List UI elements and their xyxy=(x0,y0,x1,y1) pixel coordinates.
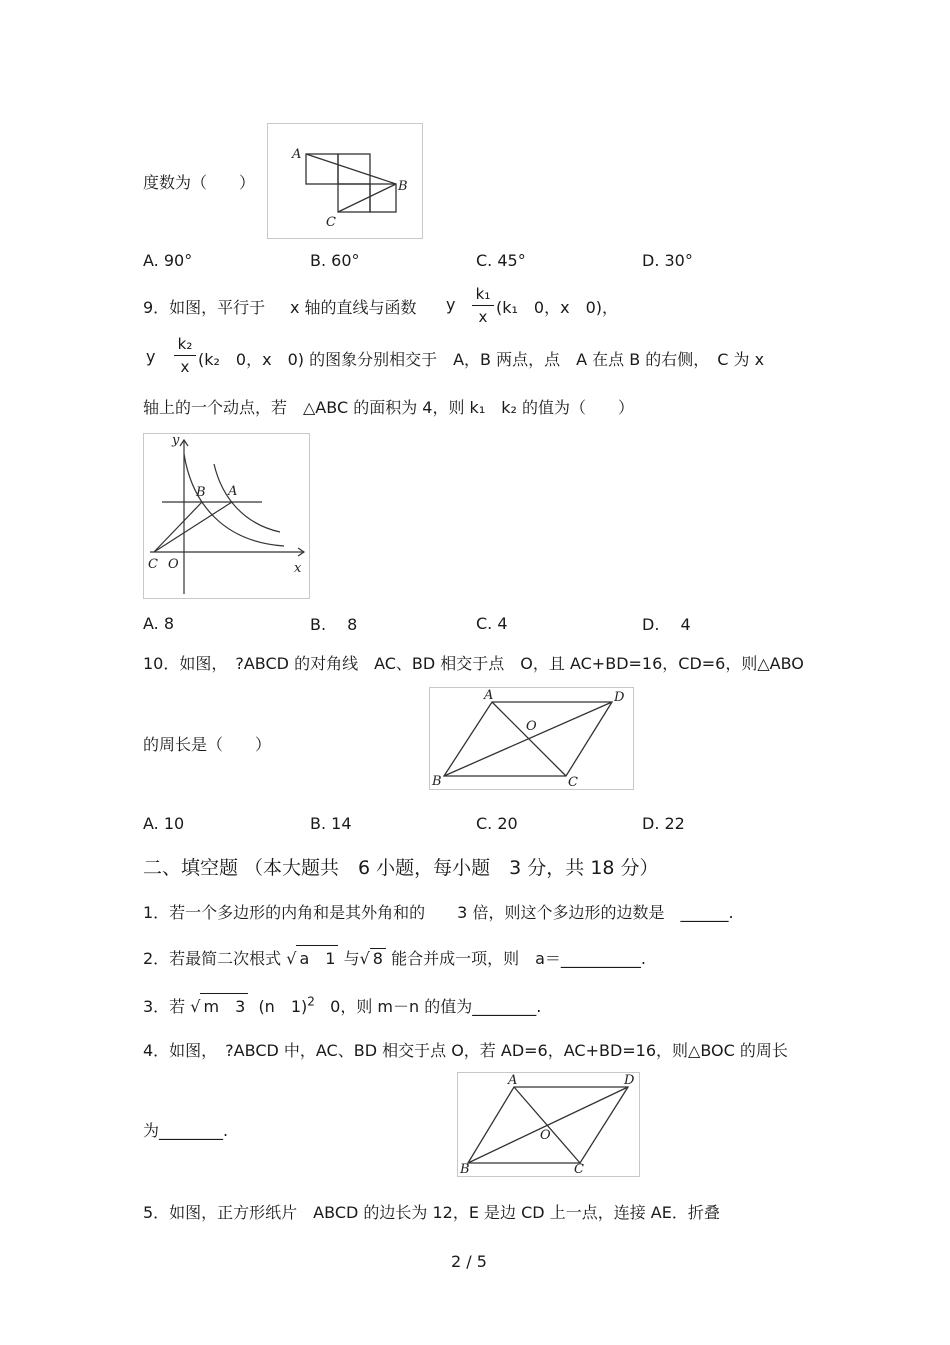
q10-label-b: B xyxy=(432,774,442,789)
q9-line1-prefix: 9．如图，平行于 xyxy=(143,298,266,317)
fill-q3-radicand: m 3 xyxy=(200,993,248,1017)
q9-line1-y: y xyxy=(446,295,456,314)
fill-q3-mid: (n 1) xyxy=(258,997,308,1016)
q8-label-b: B xyxy=(398,179,408,194)
q9-line1-tail: (k₁ 0，x 0)， xyxy=(496,298,618,317)
q9-figure xyxy=(143,433,310,599)
q10-option-b: B. 14 xyxy=(310,814,352,833)
q9-fraction-2 xyxy=(174,335,196,376)
fill-q4-figure xyxy=(457,1072,640,1177)
q8-option-b: B. 60° xyxy=(310,251,360,270)
q10-line2: 的周长是（ ） xyxy=(143,735,272,754)
q10-label-a: A xyxy=(484,688,494,703)
fill-q2-mid: 与 xyxy=(343,949,360,968)
q8-option-c: C. 45° xyxy=(476,251,526,270)
q10-option-a: A. 10 xyxy=(143,814,185,833)
q9-frac1-bar xyxy=(472,305,494,306)
fill-q4-label-a: A xyxy=(508,1073,518,1088)
fill-q3-tail: 0，则 m－n 的值为________. xyxy=(330,997,542,1016)
q9-label-b: B xyxy=(196,485,206,500)
fill-q4-label-b: B xyxy=(460,1162,470,1176)
q9-option-d: D. 4 xyxy=(642,615,691,634)
q9-label-c: C xyxy=(148,557,158,572)
fill-q3-prefix: 3．若 xyxy=(143,997,186,1016)
q8-stem-tail: 度数为（ ） xyxy=(143,173,256,192)
fill-q4-line2: 为________. xyxy=(143,1121,229,1140)
q10-line1: 10．如图， ?ABCD 的对角线 AC、BD 相交于点 O，且 AC+BD=16，CD=6，则△ABO xyxy=(143,654,804,673)
q10-label-d: D xyxy=(614,690,625,705)
page-number: 2 / 5 xyxy=(451,1252,487,1271)
q9-frac1-denominator: x xyxy=(478,308,488,326)
q9-frac2-denominator: x xyxy=(180,358,190,376)
fill-q2-tail: 能合并成一项，则 a＝__________. xyxy=(391,949,646,968)
q8-label-a: A xyxy=(292,147,302,162)
q9-line2-tail: (k₂ 0，x 0) 的图象分别相交于 A，B 两点，点 A 在点 B 的右侧， C 为 x xyxy=(198,350,765,369)
fill-q4-label-c: C xyxy=(574,1162,584,1176)
fill-q2-radical-1: √ a 1 xyxy=(286,945,338,969)
fill-q3-radical: √ m 3 xyxy=(190,993,248,1017)
q8-label-c: C xyxy=(326,215,336,230)
q8-figure xyxy=(267,123,423,239)
q9-frac2-bar xyxy=(174,355,196,356)
fill-q2-prefix: 2．若最简二次根式 xyxy=(143,949,282,968)
q8-option-d: D. 30° xyxy=(642,251,693,270)
q9-label-x: x xyxy=(294,561,302,576)
fill-q4-label-o: O xyxy=(540,1128,551,1143)
q9-fraction-1 xyxy=(472,285,494,326)
q10-figure xyxy=(429,687,634,790)
q9-label-o: O xyxy=(168,557,179,572)
fill-q3 xyxy=(143,993,541,1017)
q9-label-a: A xyxy=(228,484,238,499)
section2-title: 二、填空题 （本大题共 6 小题，每小题 3 分，共 18 分） xyxy=(143,857,659,879)
fill-q3-sup: 2 xyxy=(307,994,315,1009)
q9-line3: 轴上的一个动点，若 △ABC 的面积为 4，则 k₁ k₂ 的值为（ ） xyxy=(143,398,635,417)
q10-label-o: O xyxy=(526,719,537,734)
fill-q4-line1: 4．如图， ?ABCD 中，AC、BD 相交于点 O，若 AD=6，AC+BD=16，则△BOC 的周长 xyxy=(143,1041,788,1060)
q9-line2-y: y xyxy=(146,347,156,366)
q9-frac2-numerator: k₂ xyxy=(177,335,193,353)
fill-q2-radicand-2: 8 xyxy=(370,948,386,968)
q9-frac1-numerator: k₁ xyxy=(475,285,491,303)
q9-label-y: y xyxy=(172,434,180,448)
fill-q5: 5．如图，正方形纸片 ABCD 的边长为 12，E 是边 CD 上一点，连接 AE．折叠 xyxy=(143,1203,720,1222)
q9-option-a: A. 8 xyxy=(143,614,175,633)
q9-option-b: B. 8 xyxy=(310,615,358,634)
q9-line1-x: x 轴的直线与函数 xyxy=(290,298,417,317)
fill-q2-radical-2: √ 8 xyxy=(360,948,386,968)
q9-option-c: C. 4 xyxy=(476,614,508,633)
q10-label-c: C xyxy=(568,775,578,789)
q10-option-d: D. 22 xyxy=(642,814,685,833)
q10-option-c: C. 20 xyxy=(476,814,518,833)
fill-q1: 1．若一个多边形的内角和是其外角和的 3 倍，则这个多边形的边数是 ______. xyxy=(143,903,734,922)
fill-q2 xyxy=(143,945,646,969)
q8-option-a: A. 90° xyxy=(143,251,193,270)
fill-q2-radicand-1: a 1 xyxy=(296,945,338,969)
fill-q4-label-d: D xyxy=(624,1073,635,1088)
